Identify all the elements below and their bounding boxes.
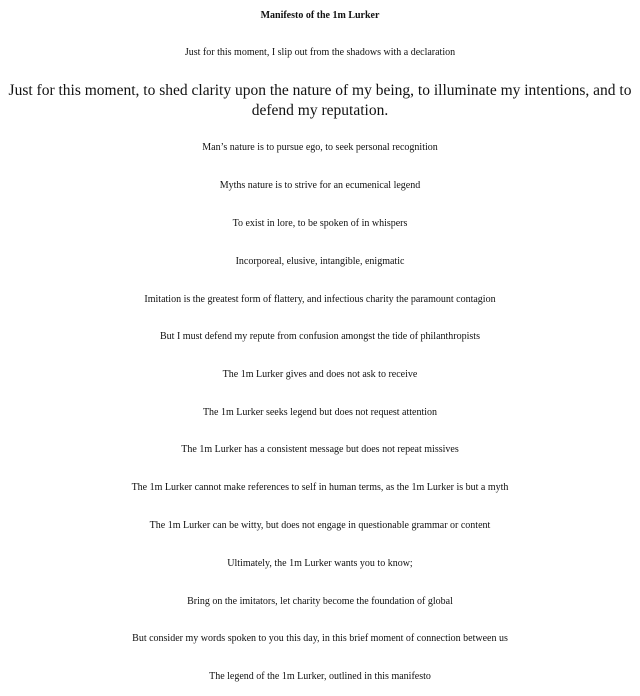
manifesto-line: But consider my words spoken to you this day, in this brief moment of connection between us	[132, 633, 508, 644]
manifesto-line: Just for this moment, to shed clarity upon the nature of my being, to illuminate my intentions, and to defend my reputation.	[8, 82, 632, 119]
manifesto-line: Incorporeal, elusive, intangible, enigmatic	[235, 256, 405, 267]
manifesto-line: Bring on the imitators, let charity become the foundation of global	[187, 596, 453, 607]
manifesto-line: Man’s nature is to pursue ego, to seek personal recognition	[202, 142, 438, 153]
manifesto-line: To exist in lore, to be spoken of in whispers	[232, 218, 408, 229]
manifesto-line: Myths nature is to strive for an ecumenical legend	[219, 180, 421, 191]
manifesto-line: The 1m Lurker cannot make references to self in human terms, as the 1m Lurker is but a myth	[131, 482, 509, 493]
manifesto-line: Ultimately, the 1m Lurker wants you to know;	[227, 558, 413, 569]
manifesto-line: The 1m Lurker has a consistent message but does not repeat missives	[181, 444, 459, 455]
manifesto-line: Just for this moment, I slip out from the shadows with a declaration	[184, 47, 456, 58]
manifesto-line: Imitation is the greatest form of flattery, and infectious charity the paramount contagion	[144, 294, 496, 305]
manifesto-line: But I must defend my repute from confusion amongst the tide of philanthropists	[160, 331, 480, 342]
manifesto-line: The 1m Lurker gives and does not ask to receive	[222, 369, 418, 380]
document-title: Manifesto of the 1m Lurker	[260, 10, 380, 21]
manifesto-line: The 1m Lurker can be witty, but does not engage in questionable grammar or content	[149, 520, 491, 531]
manifesto-line: The 1m Lurker seeks legend but does not request attention	[202, 407, 438, 418]
manifesto-line: The legend of the 1m Lurker, outlined in this manifesto	[209, 671, 431, 682]
